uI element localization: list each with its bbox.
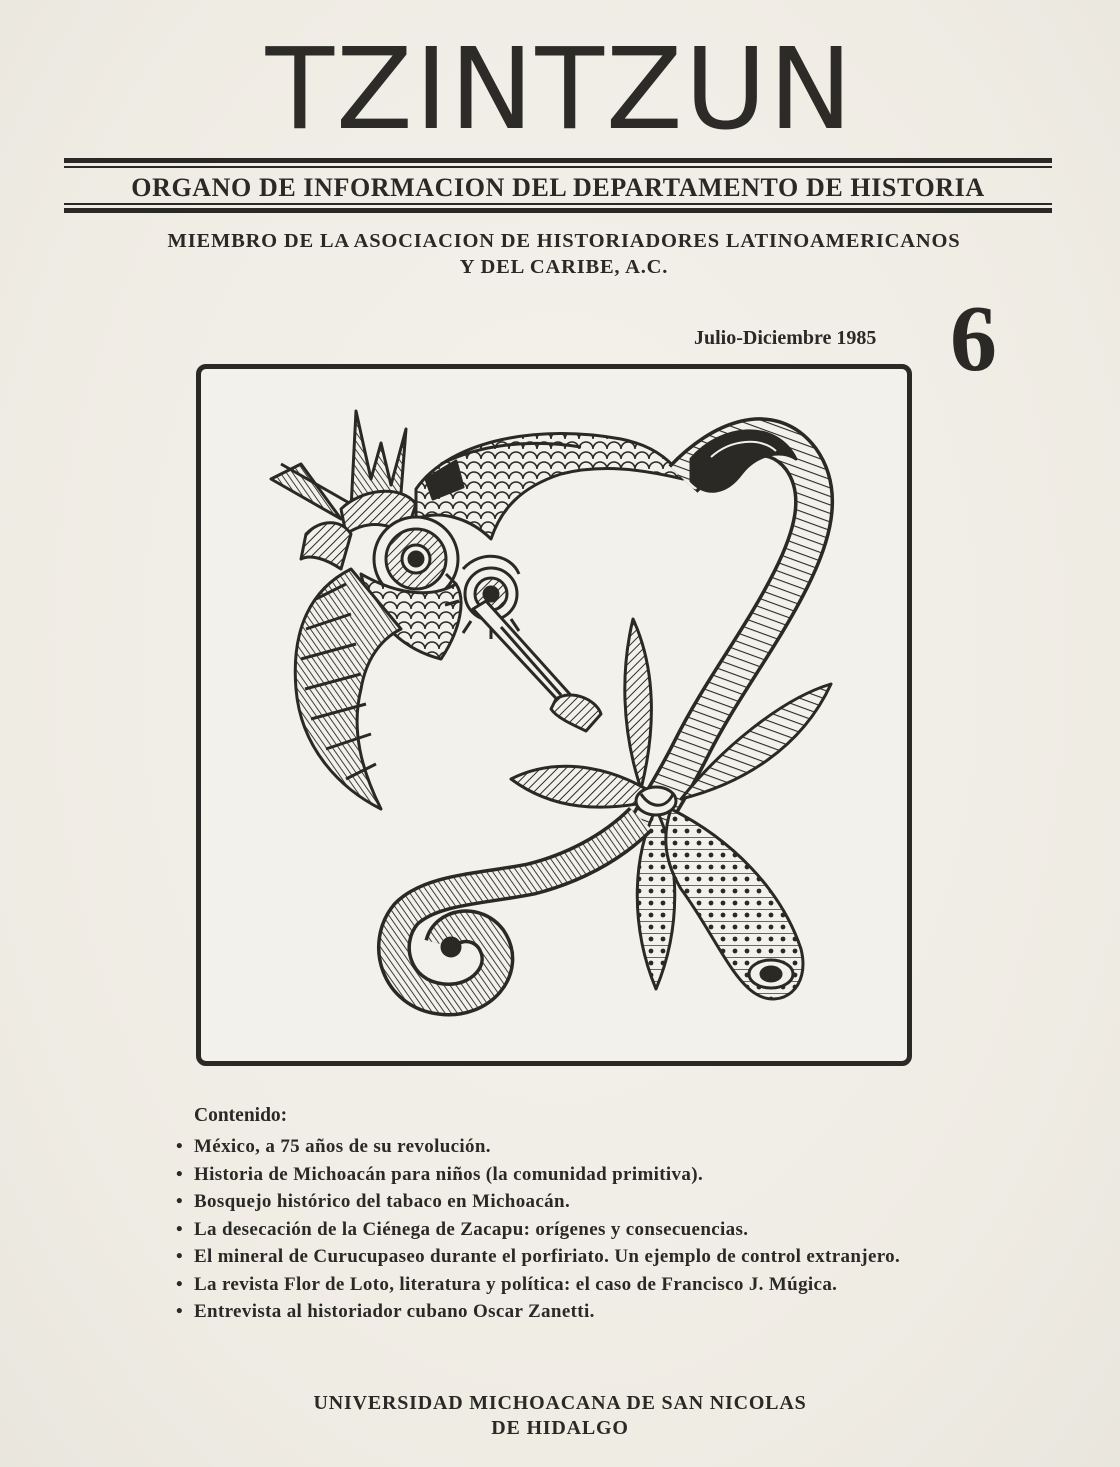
contents-item-text: La revista Flor de Loto, literatura y política: el caso de Francisco J. Múgica. [194,1273,838,1295]
contents-item [172,1300,1052,1325]
bullet-icon: • [176,1163,184,1185]
contents-item-text: Historia de Michoacán para niños (la comunidad primitiva). [194,1163,704,1185]
publisher [0,1391,1120,1441]
top-rule [64,158,1052,163]
magazine-subtitle: ORGANO DE INFORMACION DEL DEPARTAMENTO DE HISTORIA [131,173,985,202]
publisher-line-2: DE HIDALGO [491,1417,629,1439]
hummingbird-flower-illustration [201,369,907,1061]
magazine-title: TZINTZUN [265,25,855,155]
contents-item-text: El mineral de Curucupaseo durante el porfiriato. Un ejemplo de control extranjero. [194,1246,901,1267]
contents-item [172,1135,1052,1160]
bullet-icon: • [176,1246,184,1267]
contents-item [172,1273,1052,1298]
contents-item-text: La desecación de la Ciénega de Zacapu: orígenes y consecuencias. [194,1218,749,1240]
bullet-icon: • [176,1301,184,1322]
table-of-contents [172,1103,1052,1328]
publisher-line-1: UNIVERSIDAD MICHOACANA DE SAN NICOLAS [313,1392,807,1414]
issue-number: 6 [950,287,997,391]
cover-illustration-frame [196,364,912,1066]
bullet-icon: • [176,1136,184,1157]
contents-item-text: Entrevista al historiador cubano Oscar Zanetti. [194,1301,595,1322]
contents-list [172,1135,1052,1325]
contents-item [172,1190,1052,1215]
contents-item-text: Bosquejo histórico del tabaco en Michoacán. [194,1191,571,1212]
bottom-rule-thin [64,203,1052,205]
bullet-icon: • [176,1273,184,1295]
bullet-icon: • [176,1191,184,1212]
bullet-icon: • [176,1218,184,1240]
contents-item [172,1163,1052,1188]
membership-line-1: MIEMBRO DE LA ASOCIACION DE HISTORIADORES LATINOAMERICANOS [167,230,961,252]
contents-heading: Contenido: [194,1105,288,1126]
membership-line-2: Y DEL CARIBE, A.C. [459,256,669,278]
contents-item [172,1218,1052,1243]
issue-date: Julio-Diciembre 1985 [694,327,877,349]
contents-item-text: México, a 75 años de su revolución. [194,1136,491,1157]
contents-item [172,1245,994,1270]
bottom-rule [64,208,1052,213]
association-membership [64,228,1064,280]
top-rule-thin [64,166,1052,168]
